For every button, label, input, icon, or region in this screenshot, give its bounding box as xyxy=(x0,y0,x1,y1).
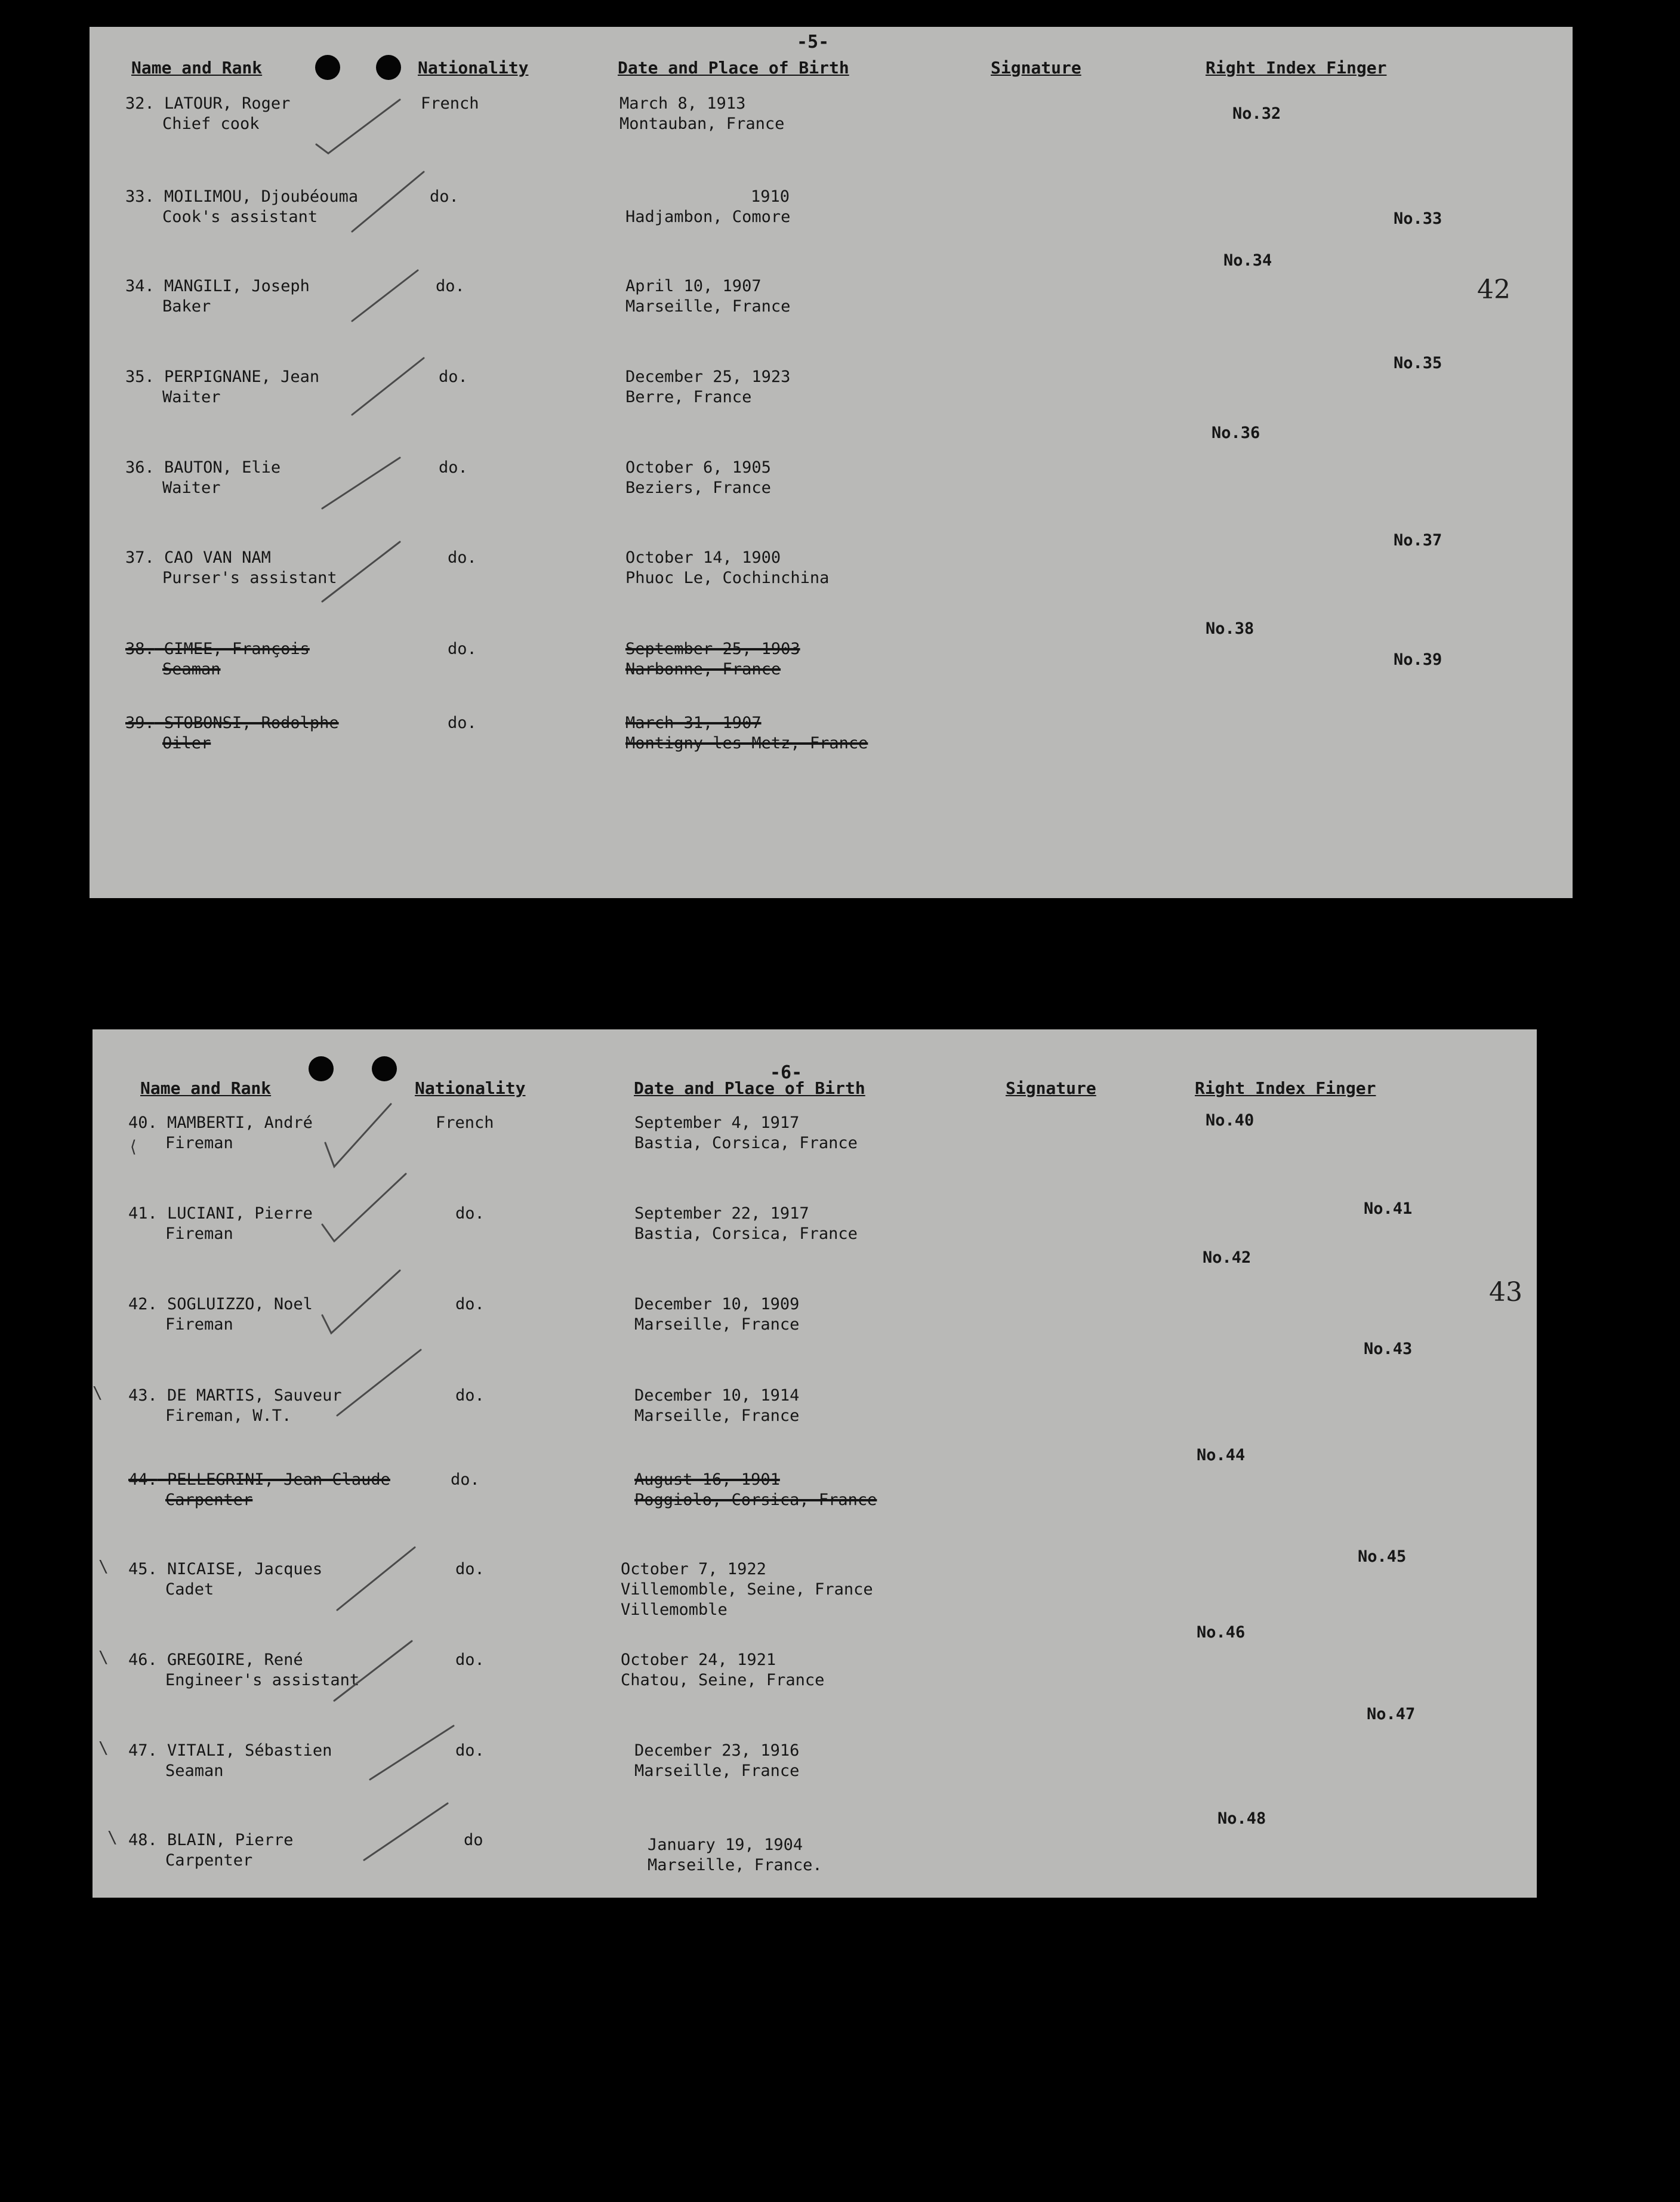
crew-birth: April 10, 1907 Marseille, France xyxy=(625,277,791,316)
crew-birth: January 19, 1904 Marseille, France. xyxy=(648,1836,822,1874)
crew-nationality: do. xyxy=(455,1651,485,1669)
finger-label: No.44 xyxy=(1197,1446,1246,1464)
crew-nationality: do. xyxy=(455,1741,485,1760)
crew-row xyxy=(90,354,1573,451)
crew-birth: December 25, 1923 Berre, France xyxy=(625,368,791,406)
crew-nationality: do. xyxy=(455,1560,485,1578)
finger-label: No.39 xyxy=(1394,650,1442,669)
crew-birth: September 22, 1917 Bastia, Corsica, France xyxy=(634,1204,858,1243)
margin-tick: ⟨ xyxy=(128,1137,138,1156)
checkmark-icon xyxy=(340,352,436,424)
crew-nationality: do. xyxy=(439,458,468,477)
header-name-rank: Name and Rank xyxy=(140,1078,272,1098)
margin-tick: \ xyxy=(98,1647,109,1667)
header-birth: Date and Place of Birth xyxy=(634,1078,865,1098)
crew-birth: September 25, 1903 Narbonne, France xyxy=(625,640,800,679)
folio-number: 43 xyxy=(1489,1277,1522,1307)
crew-birth: December 23, 1916 Marseille, France xyxy=(634,1741,800,1780)
finger-label: No.41 xyxy=(1364,1199,1413,1218)
finger-label: No.34 xyxy=(1223,251,1272,270)
page-number: -5- xyxy=(797,32,830,53)
finger-label: No.40 xyxy=(1206,1111,1254,1130)
crew-row xyxy=(93,1340,1537,1469)
crew-name-rank: 45. NICAISE, Jacques Cadet xyxy=(128,1560,323,1599)
finger-label: No.43 xyxy=(1364,1340,1413,1358)
checkmark-icon xyxy=(328,1635,424,1707)
crew-name-rank: 48. BLAIN, Pierre Carpenter xyxy=(128,1831,294,1870)
crew-row-struck xyxy=(93,1446,1537,1553)
crew-nationality: French xyxy=(436,1114,494,1132)
punch-hole xyxy=(376,55,401,80)
header-nationality: Nationality xyxy=(415,1078,526,1098)
checkmark-icon xyxy=(316,455,412,526)
checkmark-icon xyxy=(331,1347,427,1418)
manifest-sheet-page-5 xyxy=(90,27,1573,898)
checkmark-icon xyxy=(331,1544,427,1616)
crew-birth: August 16, 1901 Poggiolo, Corsica, France xyxy=(634,1470,877,1509)
checkmark-icon xyxy=(316,1267,412,1339)
checkmark-icon xyxy=(364,1720,460,1791)
crew-name-rank: 38. GIMEE, François Seaman xyxy=(125,640,310,679)
crew-nationality: do. xyxy=(436,277,465,295)
checkmark-icon xyxy=(319,1101,415,1173)
crew-nationality: do. xyxy=(455,1295,485,1313)
crew-nationality: do. xyxy=(451,1470,480,1489)
crew-birth: October 24, 1921 Chatou, Seine, France xyxy=(621,1651,825,1689)
crew-nationality: French xyxy=(421,94,479,113)
header-finger: Right Index Finger xyxy=(1206,58,1387,78)
checkmark-icon xyxy=(358,1800,454,1872)
crew-name-rank: 34. MANGILI, Joseph Baker xyxy=(125,277,310,316)
crew-row xyxy=(90,187,1573,270)
crew-birth: March 31, 1907 Montigny les Metz, France xyxy=(625,714,868,752)
checkmark-icon xyxy=(316,1171,412,1242)
crew-name-rank: 43. DE MARTIS, Sauveur Fireman, W.T. xyxy=(128,1386,342,1425)
crew-nationality: do. xyxy=(448,548,477,567)
crew-name-rank: 37. CAO VAN NAM Purser's assistant xyxy=(125,548,337,587)
crew-row xyxy=(90,251,1573,360)
header-nationality: Nationality xyxy=(418,58,529,78)
crew-row xyxy=(93,1809,1537,1914)
finger-label: No.32 xyxy=(1232,104,1281,123)
page-number: -6- xyxy=(770,1062,803,1083)
crew-name-rank: 44. PELLEGRINI, Jean Claude Carpenter xyxy=(128,1470,390,1509)
crew-row xyxy=(93,1113,1537,1196)
checkmark-icon xyxy=(340,169,436,240)
checkmark-icon xyxy=(310,88,406,159)
crew-birth: October 6, 1905 Beziers, France xyxy=(625,458,771,497)
finger-label: No.36 xyxy=(1212,424,1260,442)
crew-name-rank: 33. MOILIMOU, Djoubéouma Cook's assistant xyxy=(125,187,359,226)
folio-number: 42 xyxy=(1477,275,1511,305)
crew-birth: October 14, 1900 Phuoc Le, Cochinchina xyxy=(625,548,830,587)
margin-tick: \ xyxy=(98,1738,109,1757)
crew-nationality: do xyxy=(464,1831,483,1849)
crew-birth: March 8, 1913 Montauban, France xyxy=(619,94,785,133)
crew-nationality: do. xyxy=(455,1386,485,1405)
crew-name-rank: 46. GREGOIRE, René Engineer's assistant xyxy=(128,1651,360,1689)
crew-birth: December 10, 1914 Marseille, France xyxy=(634,1386,800,1425)
margin-tick: \ xyxy=(93,1383,103,1402)
header-birth: Date and Place of Birth xyxy=(618,58,849,78)
crew-name-rank: 32. LATOUR, Roger Chief cook xyxy=(125,94,291,133)
crew-name-rank: 41. LUCIANI, Pierre Fireman xyxy=(128,1204,313,1243)
crew-name-rank: 47. VITALI, Sébastien Seaman xyxy=(128,1741,332,1780)
crew-birth: September 4, 1917 Bastia, Corsica, France xyxy=(634,1114,858,1152)
finger-label: No.46 xyxy=(1197,1623,1246,1642)
crew-nationality: do. xyxy=(448,640,477,658)
crew-birth: December 10, 1909 Marseille, France xyxy=(634,1295,800,1334)
crew-birth: October 7, 1922 Villemomble, Seine, France Villemomble xyxy=(621,1560,873,1619)
crew-row xyxy=(93,1623,1537,1734)
punch-hole xyxy=(309,1056,334,1081)
crew-name-rank: 39. STOBONSI, Rodolphe Oiler xyxy=(125,714,339,752)
punch-hole xyxy=(315,55,340,80)
header-signature: Signature xyxy=(1006,1078,1096,1098)
crew-row xyxy=(93,1705,1537,1824)
crew-name-rank: 40. MAMBERTI, André Fireman xyxy=(128,1114,313,1152)
finger-label: No.47 xyxy=(1367,1705,1416,1723)
crew-row xyxy=(90,424,1573,541)
crew-row xyxy=(90,531,1573,631)
header-name-rank: Name and Rank xyxy=(131,58,263,78)
crew-nationality: do. xyxy=(448,714,477,732)
crew-row-struck xyxy=(90,619,1573,723)
finger-label: No.38 xyxy=(1206,619,1254,638)
finger-label: No.37 xyxy=(1394,531,1442,550)
header-signature: Signature xyxy=(991,58,1081,78)
checkmark-icon xyxy=(316,536,412,607)
manifest-sheet-page-6 xyxy=(93,1029,1537,1898)
finger-label: No.33 xyxy=(1394,209,1442,228)
finger-label: No.48 xyxy=(1217,1809,1266,1828)
punch-hole xyxy=(372,1056,397,1081)
margin-tick: \ xyxy=(98,1556,109,1576)
crew-row xyxy=(93,1199,1537,1287)
crew-name-rank: 36. BAUTON, Elie Waiter xyxy=(125,458,281,497)
finger-label: No.42 xyxy=(1203,1248,1251,1267)
checkmark-icon xyxy=(340,264,436,336)
finger-label: No.35 xyxy=(1394,354,1442,372)
crew-nationality: do. xyxy=(439,368,468,386)
crew-row xyxy=(90,94,1573,177)
crew-name-rank: 35. PERPIGNANE, Jean Waiter xyxy=(125,368,320,406)
crew-nationality: do. xyxy=(455,1204,485,1223)
crew-birth: 1910 Hadjambon, Comore xyxy=(625,187,791,226)
margin-tick: \ xyxy=(107,1827,118,1847)
crew-row xyxy=(93,1547,1537,1643)
crew-nationality: do. xyxy=(430,187,459,206)
finger-label: No.45 xyxy=(1358,1547,1407,1566)
crew-name-rank: 42. SOGLUIZZO, Noel Fireman xyxy=(128,1295,313,1334)
header-finger: Right Index Finger xyxy=(1195,1078,1376,1098)
